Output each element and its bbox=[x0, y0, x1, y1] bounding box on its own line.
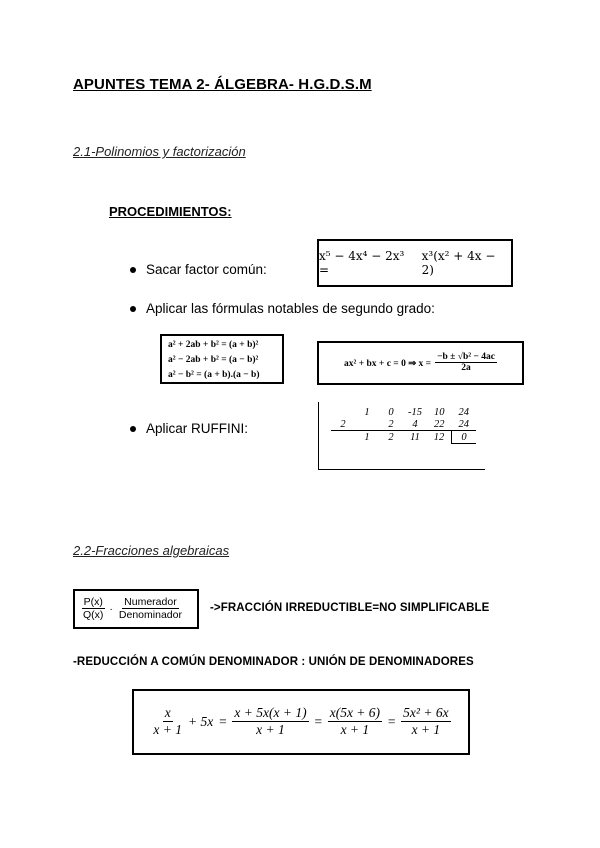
section-heading-polynomials: 2.1-Polinomios y factorización bbox=[73, 144, 246, 159]
quadratic-fraction bbox=[435, 352, 497, 374]
identity-square-sum: a² + 2ab + b² = (a + b)² bbox=[168, 340, 259, 350]
ruffini-table-box bbox=[318, 402, 485, 470]
equals-sign: = bbox=[218, 714, 228, 729]
factor-formula-rhs: x³(x² + 4x − 2) bbox=[421, 249, 496, 277]
ruffini-cell: 1 bbox=[364, 431, 370, 443]
plus-term: + 5x bbox=[188, 714, 214, 729]
ruffini-cell: 2 bbox=[388, 418, 394, 430]
identity-square-diff: a² − 2ab + b² = (a − b)² bbox=[168, 355, 259, 365]
ruffini-table bbox=[331, 406, 476, 444]
identity-diff-squares: a² − b² = (a + b).(a − b) bbox=[168, 370, 260, 380]
bullet-icon bbox=[130, 426, 136, 432]
quadratic-denominator: 2a bbox=[461, 363, 471, 374]
ruffini-row-products bbox=[331, 418, 476, 431]
ruffini-cell: 4 bbox=[412, 418, 418, 430]
bullet-text: Sacar factor común: bbox=[146, 262, 267, 277]
ruffini-cell: 24 bbox=[458, 418, 469, 430]
procedures-label: PROCEDIMIENTOS: bbox=[109, 204, 232, 219]
ruffini-cell: 1 bbox=[364, 406, 370, 418]
fraction-2-numerator: x + 5x(x + 1) bbox=[234, 705, 307, 721]
numerator-over-denominator bbox=[117, 597, 184, 622]
quadratic-numerator: −b ± √b² − 4ac bbox=[437, 351, 495, 362]
ruffini-row-coefficients bbox=[331, 406, 476, 418]
factor-formula-lhs: x⁵ − 4x⁴ − 2x³ = bbox=[319, 249, 405, 277]
bullet-ruffini bbox=[130, 421, 248, 436]
common-denominator-text: -REDUCCIÓN A COMÚN DENOMINADOR : UNIÓN DE DENOMINADORES bbox=[73, 656, 474, 668]
fraction-4-denominator: x + 1 bbox=[411, 722, 441, 738]
section-heading-fractions: 2.2-Fracciones algebraicas bbox=[73, 543, 230, 558]
ruffini-cell: 12 bbox=[433, 431, 445, 443]
irreducible-fraction-text: ->FRACCIÓN IRREDUCTIBLE=NO SIMPLIFICABLE bbox=[210, 602, 490, 614]
qx-label: Q(x) bbox=[83, 609, 104, 622]
ruffini-cell bbox=[355, 418, 379, 431]
fraction-2 bbox=[232, 706, 308, 737]
bullet-notable-formulas bbox=[130, 301, 435, 316]
ruffini-cell bbox=[331, 431, 355, 444]
ruffini-row-results bbox=[331, 431, 476, 444]
fraction-1-numerator: x bbox=[164, 705, 171, 721]
fraction-4-numerator: 5x² + 6x bbox=[403, 705, 449, 721]
ruffini-cell bbox=[331, 406, 355, 418]
ruffini-remainder-cell: 0 bbox=[452, 431, 477, 444]
quadratic-formula-box bbox=[317, 341, 524, 385]
ruffini-cell: 24 bbox=[458, 406, 469, 418]
fraction-3-numerator: x(5x + 6) bbox=[329, 705, 381, 721]
ruffini-cell: -15 bbox=[408, 406, 422, 418]
fraction-3 bbox=[328, 706, 382, 737]
notable-identities-box bbox=[160, 334, 284, 384]
quadratic-lhs: ax² + bx + c = 0 ⇒ x = bbox=[344, 358, 432, 369]
px-over-qx bbox=[81, 597, 105, 622]
ruffini-cell: 11 bbox=[410, 431, 420, 443]
bullet-icon bbox=[130, 267, 136, 273]
bullet-text: Aplicar RUFFINI: bbox=[146, 421, 249, 436]
denominator-word: Denominador bbox=[118, 609, 182, 622]
bullet-icon bbox=[130, 306, 136, 312]
fraction-4 bbox=[401, 706, 450, 737]
bullet-common-factor bbox=[130, 262, 267, 277]
ruffini-cell: 2 bbox=[340, 418, 346, 430]
fraction-definition-box: $\frac{P(x)}{Q(x)}$ · $\frac{\text{Numerador}}{\text{Denominador}}$ bbox=[73, 589, 199, 629]
fraction-2-denominator: x + 1 bbox=[256, 722, 285, 738]
ruffini-cell: 2 bbox=[388, 431, 394, 443]
ruffini-cell: 0 bbox=[388, 406, 394, 418]
ruffini-cell: 10 bbox=[434, 406, 445, 418]
fraction-3-denominator: x + 1 bbox=[340, 722, 370, 738]
bullet-text: Aplicar las fórmulas notables de segundo grado: bbox=[146, 301, 435, 316]
common-factor-formula-box bbox=[317, 239, 513, 287]
ruffini-cell: 22 bbox=[434, 418, 445, 430]
fraction-1 bbox=[151, 706, 184, 737]
px-label: P(x) bbox=[83, 595, 103, 608]
fraction-sum-example-box bbox=[132, 689, 470, 755]
page-title: APUNTES TEMA 2- ÁLGEBRA- H.G.D.S.M bbox=[73, 76, 372, 93]
equals-sign: = bbox=[387, 714, 397, 729]
numerator-word: Numerador bbox=[124, 595, 177, 608]
equals-sign: = bbox=[313, 714, 323, 729]
fraction-1-denominator: x + 1 bbox=[153, 722, 183, 738]
